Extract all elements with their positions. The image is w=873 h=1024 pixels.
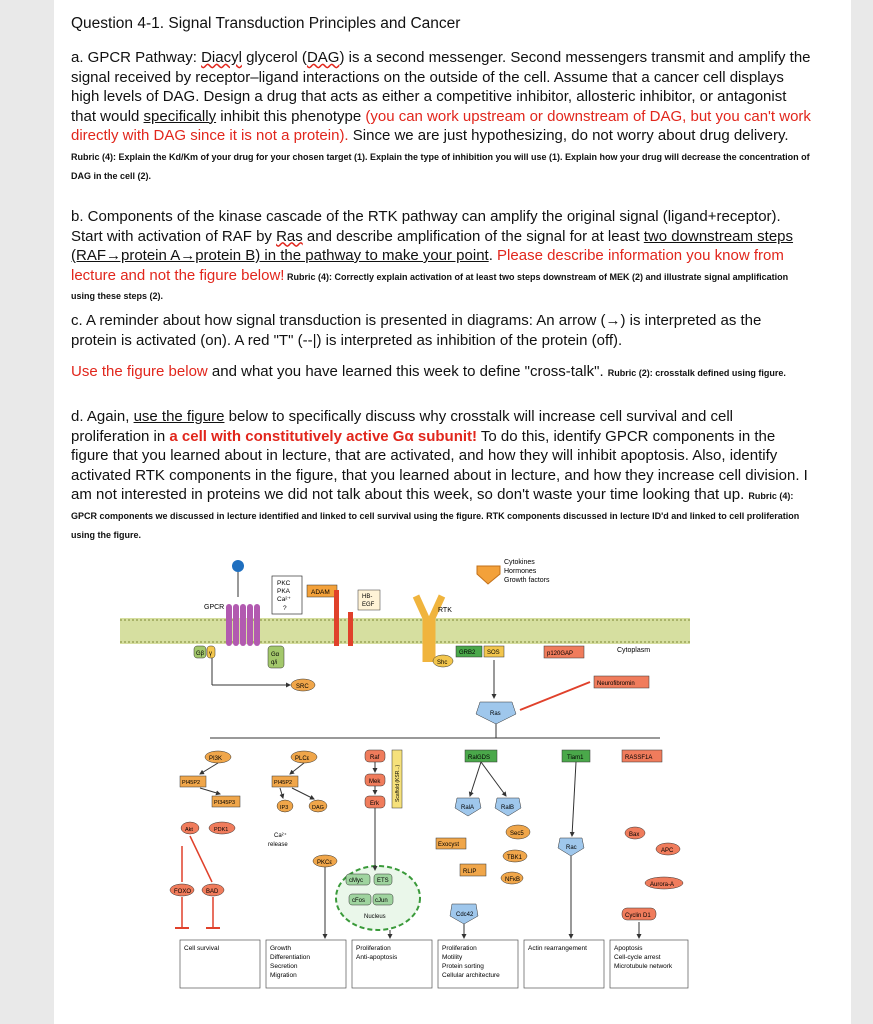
svg-text:Mek: Mek: [369, 779, 381, 785]
adam-label: ADAM: [311, 589, 330, 596]
svg-text:Tiam1: Tiam1: [567, 755, 584, 761]
svg-text:PDK1: PDK1: [214, 827, 229, 833]
svg-text:Gβ: Gβ: [196, 651, 205, 657]
svg-text:Raf: Raf: [370, 755, 380, 761]
svg-text:Shc: Shc: [437, 660, 448, 666]
svg-text:RASSF1A: RASSF1A: [625, 755, 653, 761]
svg-text:PI345P3: PI345P3: [214, 800, 236, 806]
rubric-d: Rubric (4): GPCR components we discussed in lecture identified and linked to cell survival using the figure. RTK components discussed in lecture ID'd and linked to cell proliferation using the figure.: [71, 491, 800, 540]
svg-text:PI3K: PI3K: [209, 756, 223, 762]
rubric-c: Rubric (2): crosstalk defined using figure.: [607, 368, 786, 378]
svg-text:Akt: Akt: [185, 827, 193, 833]
svg-text:?: ?: [283, 605, 287, 612]
svg-text:Ca²⁺: Ca²⁺: [274, 833, 287, 839]
svg-text:Cyclin D1: Cyclin D1: [625, 913, 651, 919]
svg-text:PKC: PKC: [277, 580, 291, 587]
svg-text:Neurofibromin: Neurofibromin: [597, 681, 635, 687]
part-c: c. A reminder about how signal transduction is presented in diagrams: An arrow (→) is interpreted as the protein is activated (on). A red "T" (--|) is interpreted as inhibition of the protein (off).: [71, 312, 762, 349]
svg-text:Erk: Erk: [370, 801, 379, 807]
svg-text:APC: APC: [661, 848, 674, 854]
svg-text:NFκB: NFκB: [505, 877, 520, 883]
svg-text:FOXO: FOXO: [174, 889, 192, 895]
gpcr-ligand-icon: [232, 560, 244, 572]
cytoplasm-label: Cytoplasm: [617, 647, 651, 654]
svg-text:DAG: DAG: [312, 805, 324, 811]
svg-text:Cellular architecture: Cellular architecture: [442, 972, 500, 979]
rubric-a: Rubric (4): Explain the Kd/Km of your drug for your chosen target (1). Explain the type of inhibition you will use (1). Explain how your drug will decrease the concentration of DAG in the cell (2).: [71, 151, 810, 181]
rubric-b: Rubric (4): Correctly explain activation of at least two steps downstream of MEK (2) and illustrate signal amplification using these steps (2).: [71, 271, 789, 301]
svg-text:Proliferation: Proliferation: [356, 945, 391, 952]
svg-text:BAD: BAD: [206, 889, 219, 895]
svg-text:Cell survival: Cell survival: [184, 945, 220, 952]
part-b: b. Components of the kinase cascade of the RTK pathway can amplify the original signal (ligand+receptor). Start with activation of RAF by Ras and describe amplification of the signal for at least two downstream steps (RAF→protein A→protein B) in the pathway to make your point. Please describe information you know from lecture and not the figure below! Rubric (4): Correctly explain activation of at least two steps downstream of MEK (2) and illustrate signal amplification using these steps (2).: [71, 208, 794, 301]
svg-text:Exocyst: Exocyst: [438, 842, 460, 848]
svg-text:EGF: EGF: [362, 602, 375, 608]
svg-text:Apoptosis: Apoptosis: [614, 945, 643, 952]
svg-text:SOS: SOS: [487, 650, 500, 656]
svg-text:Protein sorting: Protein sorting: [442, 963, 484, 970]
svg-text:ETS: ETS: [377, 878, 389, 884]
svg-text:Nucleus: Nucleus: [364, 914, 386, 920]
svg-text:GRB2: GRB2: [459, 650, 476, 656]
svg-text:Actin rearrangement: Actin rearrangement: [528, 945, 587, 952]
svg-text:Scaffold (KSR...): Scaffold (KSR...): [395, 764, 401, 802]
svg-text:IP3: IP3: [280, 805, 289, 811]
svg-text:Ca²⁺: Ca²⁺: [277, 596, 291, 603]
svg-text:PI45P2: PI45P2: [182, 780, 201, 786]
signaling-pathway-figure: [120, 552, 690, 992]
svg-text:RalGDS: RalGDS: [468, 755, 491, 761]
svg-text:Growth: Growth: [270, 945, 291, 952]
svg-text:TBK1: TBK1: [507, 855, 523, 861]
svg-text:RalA: RalA: [461, 805, 475, 811]
svg-text:cMyc: cMyc: [349, 878, 363, 884]
svg-text:RLIP: RLIP: [463, 869, 477, 875]
question-title: Question 4-1. Signal Transduction Principles and Cancer: [71, 15, 461, 32]
cell-membrane: [120, 618, 690, 644]
svg-text:Ras: Ras: [490, 711, 501, 717]
svg-text:Bax: Bax: [629, 832, 640, 838]
gpcr-label: GPCR: [204, 604, 225, 611]
ligand-label-3: Growth factors: [504, 577, 550, 584]
svg-text:Motility: Motility: [442, 954, 463, 961]
svg-text:Proliferation: Proliferation: [442, 945, 477, 952]
svg-text:Gα: Gα: [271, 652, 280, 658]
svg-text:p120GAP: p120GAP: [547, 651, 574, 657]
svg-text:HB-: HB-: [362, 594, 373, 600]
svg-text:γ: γ: [209, 651, 212, 657]
svg-text:Cell-cycle arrest: Cell-cycle arrest: [614, 954, 661, 961]
svg-text:release: release: [268, 842, 288, 848]
svg-text:PKA: PKA: [277, 588, 291, 595]
svg-text:q/i: q/i: [271, 660, 278, 666]
svg-text:PI45P2: PI45P2: [274, 780, 293, 786]
ligand-label-1: Cytokines: [504, 559, 535, 566]
svg-text:RalB: RalB: [501, 805, 515, 811]
svg-text:Microtubule network: Microtubule network: [614, 963, 673, 970]
svg-text:Rac: Rac: [566, 845, 577, 851]
svg-text:Sec5: Sec5: [510, 831, 524, 837]
svg-text:Migration: Migration: [270, 972, 297, 979]
svg-text:cFos: cFos: [352, 898, 366, 904]
ligand-label-2: Hormones: [504, 568, 537, 575]
svg-text:cJun: cJun: [375, 898, 388, 904]
part-d: d. Again, use the figure below to specifically discuss why crosstalk will increase cell survival and cell proliferation in a cell with constitutively active Gα subunit! To do this, identify GPCR components in the figure that you learned about in lecture, that are activated, and how they will inhibit apoptosis. Also, identify activated RTK components in the figure, that you learned about in lecture, and how they increase cell division. I am not interested in proteins we did not talk about this week, so don't waste your time looking that up. Rubric (4): GPCR components we discussed in lecture identified and linked to cell survival using the figure. RTK components discussed in lecture ID'd and linked to cell proliferation using the figure.: [71, 408, 808, 540]
svg-text:Anti-apoptosis: Anti-apoptosis: [356, 954, 398, 961]
svg-text:SRC: SRC: [296, 684, 309, 690]
svg-text:Cdc42: Cdc42: [456, 912, 474, 918]
svg-text:Secretion: Secretion: [270, 963, 298, 970]
svg-text:PLCε: PLCε: [295, 756, 310, 762]
part-c-2: Use the figure below and what you have learned this week to define "cross-talk". Rubric (2): crosstalk defined using figure.: [71, 363, 786, 380]
svg-text:Differentiation: Differentiation: [270, 954, 310, 961]
svg-text:PKCε: PKCε: [317, 860, 333, 866]
gpcr-receptor: [226, 604, 260, 646]
svg-text:Aurora-A: Aurora-A: [650, 882, 675, 888]
rtk-label: RTK: [438, 607, 452, 614]
part-a: a. GPCR Pathway: Diacyl glycerol (DAG) is a second messenger. Second messengers transmit and amplify the signal received by receptor–ligand interactions on the outside of the cell. Assume that a cancer cell displays high levels of DAG. Design a drug that acts as either a competitive inhibitor, allosteric inhibitor, or antagonist that would specifically inhibit this phenotype (you can work upstream or downstream of DAG, but you can't work directly with DAG since it is not a protein). Since we are just hypothesizing, do not worry about drug delivery. Rubric (4): Explain the Kd/Km of your drug for your chosen target (1). Explain the type of inhibition you will use (1). Explain how your drug will decrease the concentration of DAG in the cell (2).: [71, 49, 811, 181]
